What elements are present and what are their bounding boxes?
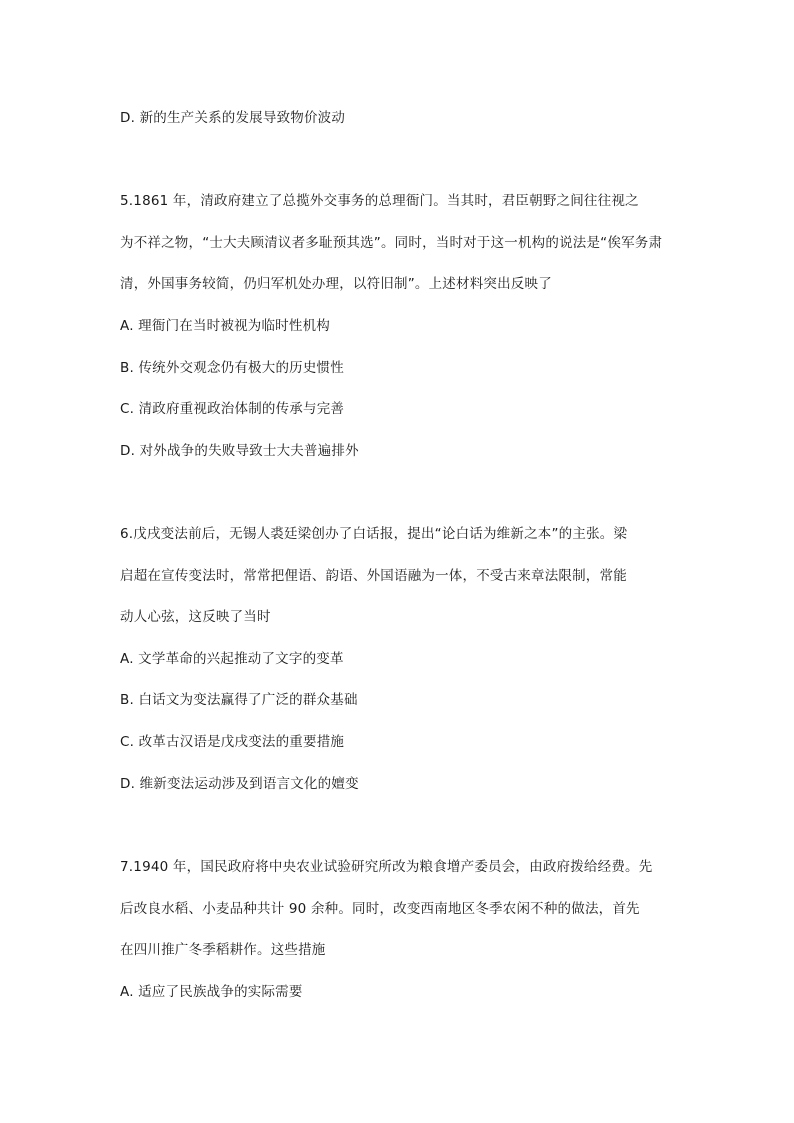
q7-option-a: A. 适应了民族战争的实际需要 [120, 984, 303, 1000]
q7-stem-line-3: 在四川推广冬季稻耕作。这些措施 [120, 942, 326, 958]
q5-option-a: A. 理衙门在当时被视为临时性机构 [120, 318, 330, 334]
q7-stem-line-2: 后改良水稻、小麦品种共计 90 余种。同时，改变西南地区冬季农闲不种的做法，首先 [120, 901, 640, 917]
q6-stem-line-3: 动人心弦，这反映了当时 [120, 609, 271, 625]
q5-option-b: B. 传统外交观念仍有极大的历史惯性 [120, 360, 344, 376]
q6-option-a: A. 文学革命的兴起推动了文字的变革 [120, 651, 344, 667]
q6-stem-line-1: 6.戊戌变法前后，无锡人裘廷梁创办了白话报，提出“论白话为维新之本”的主张。梁 [120, 526, 628, 542]
q5-stem-line-2: 为不祥之物，“士大夫顾清议者多耻预其选”。同时，当时对于这一机构的说法是“俟军务肃 [120, 235, 663, 251]
q5-option-c: C. 清政府重视政治体制的传承与完善 [120, 401, 345, 417]
q5-option-d: D. 对外战争的失败导致士大夫普遍排外 [120, 443, 359, 459]
q5-stem-line-1: 5.1861 年，清政府建立了总揽外交事务的总理衙门。当其时，君臣朝野之间往往视之 [120, 193, 639, 209]
q4-option-d: D. 新的生产关系的发展导致物价波动 [120, 110, 346, 126]
q7-stem-line-1: 7.1940 年，国民政府将中央农业试验研究所改为粮食增产委员会，由政府拨给经费。先 [120, 859, 653, 875]
q6-option-c: C. 改革古汉语是戊戌变法的重要措施 [120, 734, 345, 750]
q6-stem-line-2: 启超在宣传变法时，常常把俚语、韵语、外国语融为一体，不受古来章法限制，常能 [120, 568, 627, 584]
q6-option-d: D. 维新变法运动涉及到语言文化的嬗变 [120, 776, 359, 792]
q5-stem-line-3: 清，外国事务较简，仍归军机处办理，以符旧制”。上述材料突出反映了 [120, 276, 552, 292]
q6-option-b: B. 白话文为变法赢得了广泛的群众基础 [120, 692, 358, 708]
